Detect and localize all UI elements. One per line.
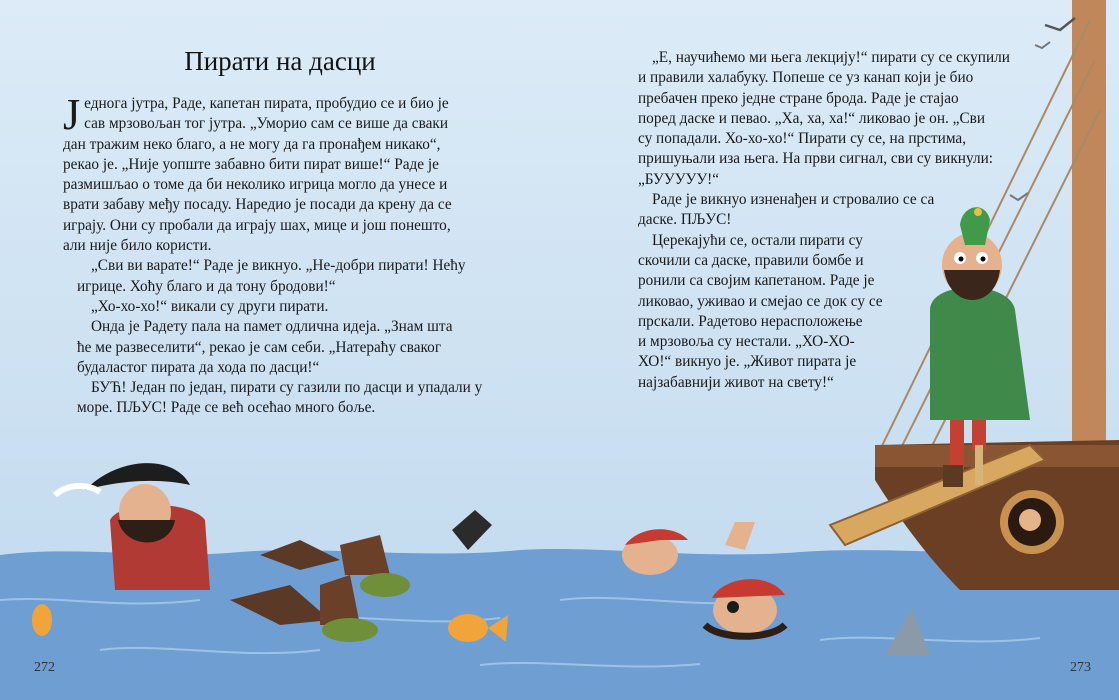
page-title: Пирати на дасци: [184, 46, 376, 76]
text-line: али није било користи.: [63, 237, 212, 255]
drop-cap: Ј: [63, 90, 81, 139]
page-number-left: 272: [34, 660, 55, 675]
text-line: БУЋ! Један по један, пирати су газили по дасци и упадали у: [91, 379, 483, 397]
text-line: ронили са својим капетаном. Раде је: [638, 272, 875, 290]
turtle: [360, 573, 410, 597]
text-line: Церекајући се, остали пирати су: [652, 231, 863, 249]
paragraph: [63, 378, 493, 419]
goldfish: [32, 604, 52, 636]
paragraph: [63, 297, 493, 317]
paragraph: [63, 90, 493, 256]
text-line: играју. Они су пробали да играју шах, мице и још понешто,: [63, 216, 451, 234]
paragraph: [624, 48, 1034, 190]
left-page-text: [63, 90, 493, 419]
text-line: дан тражим неко благо, а не могу да га пронађем никако“,: [63, 135, 441, 153]
paragraph: [624, 231, 1034, 393]
text-line: ће ме развеселити“, рекао је сам себи. „Натераћу сваког: [77, 338, 442, 356]
text-line: поред даске и певао. „Ха, ха, ха!“ ликовао је он. „Сви: [638, 109, 986, 127]
text-line: сав мрзовољан тог јутра. „Уморио сам се више да сваки: [84, 115, 449, 133]
text-line: пребачен преко једне стране брода. Раде је стајао: [638, 89, 959, 107]
seagull: [1035, 42, 1050, 48]
paragraph: [63, 317, 493, 378]
raised-hand: [725, 522, 755, 550]
text-line: еднога јутра, Раде, капетан пирата, пробудио се и био је: [84, 95, 449, 112]
text-line: море. ПЉУС! Раде се већ осећао много боље.: [77, 399, 376, 417]
text-line: пришуњали иза њега. На први сигнал, сви су викнули:: [638, 150, 994, 168]
text-line: прскали. Радетово нерасположење: [638, 312, 863, 330]
text-line: даске. ПЉУС!: [638, 211, 732, 229]
text-line: Раде је викнуо изненађен и стровалио се са: [652, 191, 935, 209]
text-line: будаластог пирата да хода по дасци!“: [77, 358, 320, 376]
goldfish: [448, 614, 488, 642]
seagull: [1045, 18, 1075, 30]
text-line: ХО!“ викнуо је. „Живот пирата је: [638, 353, 857, 371]
boot: [452, 510, 492, 550]
text-line: игрице. Хоћу благо и да тону бродови!“: [77, 277, 336, 295]
text-line: врати забаву међу посаду. Наредио је посади да крену да се: [63, 196, 452, 214]
text-line: најзабавнији живот на свету!“: [638, 373, 834, 391]
turtle: [322, 618, 378, 642]
text-line: су попадали. Хо-хо-хо!“ Пирати су се, на прстима,: [638, 130, 967, 148]
text-line: скочили са даске, правили бомбе и: [638, 251, 864, 269]
text-line: „Сви ви варате!“ Раде је викнуо. „Не-добри пирати! Нећу: [91, 257, 466, 275]
text-line: „Хо-хо-хо!“ викали су други пирати.: [91, 297, 329, 315]
page-number-right: 273: [1070, 660, 1091, 675]
text-line: ликовао, уживао и смејао се док су се: [638, 292, 883, 310]
text-line: „Е, научићемо ми њега лекцију!“ пирати су се скупили: [652, 49, 1010, 66]
text-line: рекао је. „Није уопште забавно бити пират више!“ Раде је: [63, 155, 439, 173]
paragraph: [63, 256, 493, 297]
boot: [340, 535, 390, 575]
text-line: „БУУУУУ!“: [638, 170, 720, 188]
text-line: и правили халабуку. Попеше се уз канап који је био: [638, 69, 974, 87]
paragraph: [624, 190, 1034, 231]
ship-mast: [1072, 0, 1106, 450]
right-page-text: [624, 48, 1034, 393]
text-line: размишљао о томе да би неколико игрица могло да унесе и: [63, 176, 448, 194]
text-line: и мрзовоља су нестали. „ХО-ХО-: [638, 333, 855, 351]
text-line: Онда је Радету пала на памет одлична идеја. „Знам шта: [91, 318, 453, 336]
